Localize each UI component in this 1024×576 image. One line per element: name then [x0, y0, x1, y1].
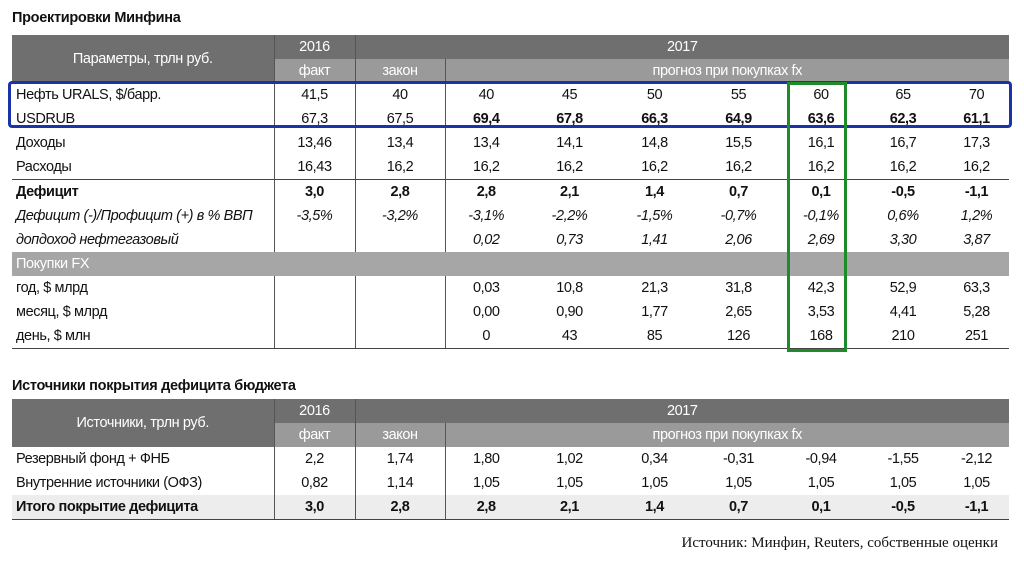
row-label: Расходы — [12, 155, 274, 180]
table-cell: -0,7% — [720, 208, 757, 224]
table-cell: 16,2 — [612, 155, 697, 180]
table-cell: 0,7 — [729, 184, 748, 200]
table-row — [12, 155, 1009, 180]
table-cell: 2,1 — [527, 495, 612, 520]
table-cell: -0,5 — [862, 495, 944, 520]
table-cell: 1,4 — [612, 495, 697, 520]
table-cell: 0,00 — [472, 304, 500, 320]
table-cell: 13,4 — [355, 131, 445, 155]
table-cell: 60 — [813, 87, 829, 103]
table-cell: 2,8 — [445, 495, 527, 520]
table-cell: 0 — [445, 324, 527, 349]
table-cell: 14,8 — [641, 135, 668, 151]
table-cell: 67,3 — [274, 107, 355, 131]
table-cell: 168 — [780, 324, 862, 349]
table-cell: 0,7 — [697, 495, 780, 520]
table-cell: 16,2 — [697, 155, 780, 180]
table-cell: 1,14 — [355, 471, 445, 495]
table-cell: 16,2 — [355, 155, 445, 180]
year-2016-header: 2016 — [274, 399, 355, 423]
table-cell: 64,9 — [725, 111, 752, 127]
table-cell: 1,80 — [472, 451, 500, 467]
row-label: Итого покрытие дефицита — [12, 495, 274, 520]
table-row — [12, 276, 1009, 300]
table-cell: 45 — [561, 87, 578, 103]
table-cell: 126 — [697, 324, 780, 349]
table-row — [12, 180, 1009, 205]
table-cell: 1,05 — [472, 475, 500, 491]
table-cell: 16,43 — [274, 155, 355, 180]
row-label: Дефицит — [12, 180, 274, 205]
table-cell: 16,2 — [944, 155, 1009, 180]
row-label: Внутренние источники (ОФЗ) — [12, 471, 274, 495]
table-cell: 16,2 — [527, 155, 612, 180]
table-cell: 0,82 — [274, 471, 355, 495]
table-cell: 0,34 — [641, 451, 668, 467]
table-cell: 3,0 — [274, 495, 355, 520]
table-cell: -3,1% — [468, 208, 505, 224]
table-cell: 0,1 — [780, 495, 862, 520]
zakon-header: закон — [355, 423, 445, 447]
row-label: день, $ млн — [12, 324, 274, 349]
table-row — [12, 495, 1009, 520]
table-cell: 21,3 — [641, 280, 668, 296]
table-cell: -0,1% — [803, 208, 839, 224]
table-cell — [274, 228, 355, 252]
row-label: Резервный фонд + ФНБ — [12, 447, 274, 471]
table-row — [12, 324, 1009, 349]
table-cell: 52,9 — [889, 280, 917, 296]
row-label: год, $ млрд — [12, 276, 274, 300]
table-row — [12, 471, 1009, 495]
table-cell — [355, 276, 445, 300]
forecast-header: прогноз при покупках fx — [445, 423, 1009, 447]
table-cell: 2,8 — [476, 184, 496, 200]
table-cell: 63,3 — [963, 280, 990, 296]
table-cell: 0,73 — [556, 232, 583, 248]
table-cell: 69,4 — [472, 111, 500, 127]
table-row — [12, 228, 1009, 252]
table-cell: 3,87 — [963, 232, 990, 248]
table-cell: 0,1 — [811, 184, 831, 200]
table-cell — [355, 300, 445, 324]
table-cell: 1,05 — [556, 475, 583, 491]
sources-header: Источники, трлн руб. — [12, 399, 274, 447]
table-cell: -1,55 — [887, 451, 919, 467]
table-cell: 50 — [646, 87, 663, 103]
table-cell: 16,2 — [780, 155, 862, 180]
table-cell: 16,7 — [889, 135, 917, 151]
table-cell: -1,5% — [636, 208, 673, 224]
table-cell: 14,1 — [556, 135, 583, 151]
table-cell: 1,05 — [963, 475, 990, 491]
table-cell: 17,3 — [963, 135, 990, 151]
table-cell: 62,3 — [889, 111, 917, 127]
table1-title: Проектировки Минфина — [12, 10, 181, 26]
deficit-sources-table — [12, 399, 1009, 520]
table-row — [12, 300, 1009, 324]
table-cell: 67,5 — [355, 107, 445, 131]
table-cell: -0,5 — [891, 184, 915, 200]
table2-title: Источники покрытия дефицита бюджета — [12, 378, 296, 394]
table-cell: -2,2% — [551, 208, 588, 224]
table-cell — [274, 324, 355, 349]
table-cell: 85 — [612, 324, 697, 349]
table-cell: 0,03 — [472, 280, 500, 296]
table-row — [12, 447, 1009, 471]
row-label: Доходы — [12, 131, 274, 155]
table-cell: 210 — [862, 324, 944, 349]
table-cell — [355, 324, 445, 349]
table-cell: 15,5 — [725, 135, 752, 151]
fakt-header: факт — [274, 423, 355, 447]
table-cell: 3,30 — [889, 232, 917, 248]
table-cell: 251 — [944, 324, 1009, 349]
forecast-header: прогноз при покупках fx — [445, 59, 1009, 83]
year-2016-header: 2016 — [274, 35, 355, 59]
oil-usdrub-highlight — [8, 81, 1012, 128]
table-cell: 66,3 — [641, 111, 668, 127]
table-cell: 2,69 — [807, 232, 835, 248]
table-cell: 67,8 — [556, 111, 583, 127]
table-cell: 70 — [968, 87, 985, 103]
table-cell: 63,6 — [807, 111, 835, 127]
table-cell: 13,46 — [274, 131, 355, 155]
year-2017-header: 2017 — [355, 35, 1009, 59]
row-label: Дефицит (-)/Профицит (+) в % ВВП — [12, 204, 274, 228]
row-label: допдоход нефтегазовый — [12, 228, 274, 252]
table-cell: -3,5% — [274, 204, 355, 228]
table-cell: -2,12 — [960, 451, 993, 467]
oil-60-column-highlight — [787, 82, 847, 352]
table-cell — [274, 300, 355, 324]
table-cell: 42,3 — [807, 280, 835, 296]
table-cell: 1,2% — [960, 208, 993, 224]
table-cell — [274, 276, 355, 300]
table-cell: 31,8 — [725, 280, 752, 296]
row-label: USDRUB — [12, 107, 274, 131]
table-cell: 1,74 — [355, 447, 445, 471]
table-cell: 43 — [527, 324, 612, 349]
table-cell: 13,4 — [472, 135, 500, 151]
table-cell: 16,2 — [445, 155, 527, 180]
fakt-header: факт — [274, 59, 355, 83]
table-cell: 65 — [895, 87, 911, 103]
table-cell: 1,4 — [645, 184, 664, 200]
row-label: месяц, $ млрд — [12, 300, 274, 324]
table-cell: -0,94 — [805, 451, 837, 467]
table-cell: 1,05 — [725, 475, 752, 491]
table-cell: 3,0 — [274, 180, 355, 205]
table-cell: 2,06 — [725, 232, 752, 248]
table-cell: -3,2% — [355, 204, 445, 228]
table-cell: 1,05 — [641, 475, 668, 491]
table-cell: -1,1 — [944, 495, 1009, 520]
table-cell: 1,05 — [889, 475, 917, 491]
table-cell: 16,2 — [862, 155, 944, 180]
table-cell: 1,77 — [641, 304, 668, 320]
table-cell: 2,1 — [560, 184, 579, 200]
table-cell: -0,31 — [722, 451, 755, 467]
table-cell: 1,02 — [556, 451, 583, 467]
table-cell: 1,41 — [641, 232, 668, 248]
table-cell: 2,65 — [725, 304, 752, 320]
table-cell: 0,02 — [472, 232, 500, 248]
table-row — [12, 131, 1009, 155]
row-label: Нефть URALS, $/барр. — [12, 83, 274, 107]
table-cell — [355, 228, 445, 252]
table-cell: 4,41 — [889, 304, 917, 320]
table-cell: 41,5 — [274, 83, 355, 107]
table-cell: 3,53 — [807, 304, 835, 320]
table-cell: 40 — [478, 87, 494, 103]
table-cell: 5,28 — [963, 304, 990, 320]
zakon-header: закон — [355, 59, 445, 83]
table-cell: 2,2 — [274, 447, 355, 471]
table-cell: 40 — [355, 83, 445, 107]
table-cell: 1,05 — [807, 475, 835, 491]
fx-section-header: Покупки FX — [12, 252, 1009, 276]
table-cell: 2,8 — [355, 180, 445, 205]
params-header: Параметры, трлн руб. — [12, 35, 274, 83]
source-note: Источник: Минфин, Reuters, собственные оценки — [681, 535, 998, 551]
table-row — [12, 204, 1009, 228]
table-cell: 0,90 — [556, 304, 583, 320]
year-2017-header: 2017 — [355, 399, 1009, 423]
table-cell: 10,8 — [556, 280, 583, 296]
table-cell: -1,1 — [964, 184, 989, 200]
table-cell: 0,6% — [887, 208, 919, 224]
table-cell: 16,1 — [807, 135, 835, 151]
table-cell: 61,1 — [963, 111, 990, 127]
table-cell: 2,8 — [355, 495, 445, 520]
table-cell: 55 — [730, 87, 747, 103]
